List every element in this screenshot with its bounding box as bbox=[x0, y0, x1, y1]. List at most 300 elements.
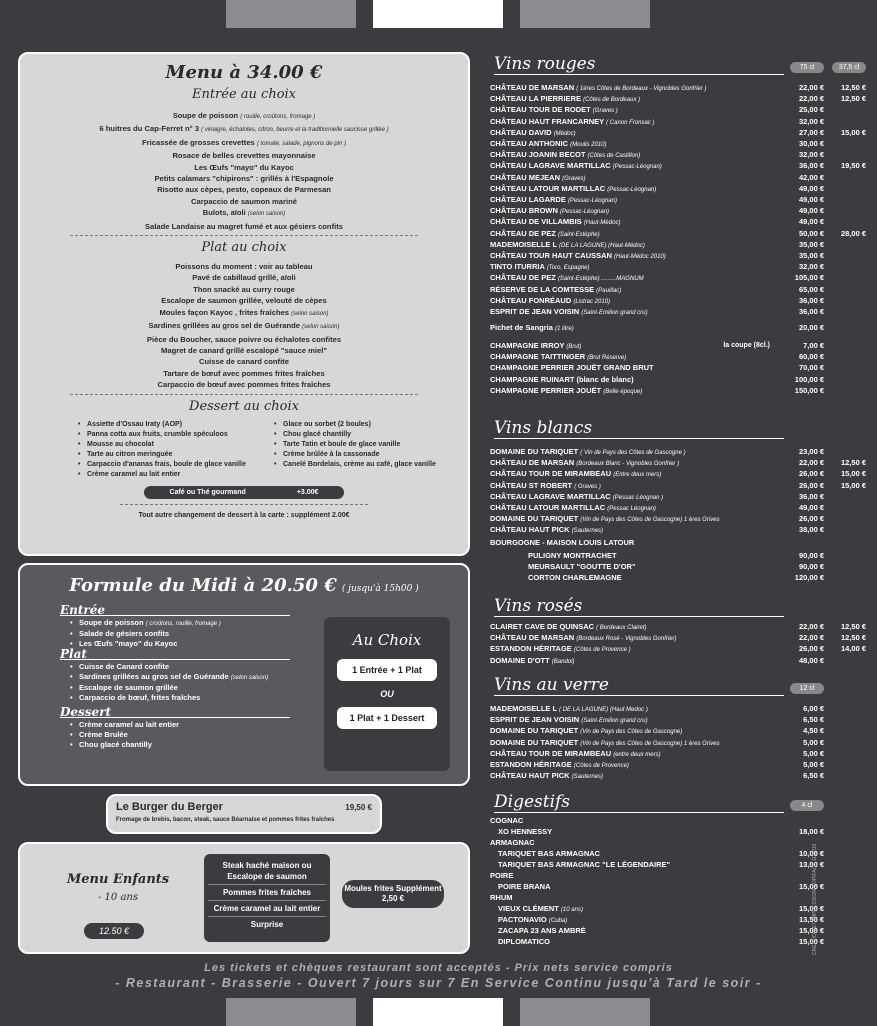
menu-item bbox=[20, 150, 468, 161]
wine-desc: ( DE LA LAGUNE) (Haut Medoc ) bbox=[559, 707, 648, 713]
wine-row bbox=[490, 632, 866, 643]
dessert-title: Dessert au choix bbox=[189, 398, 299, 414]
wine-desc: (Graves) bbox=[562, 175, 586, 182]
formule-midi-card bbox=[18, 563, 470, 786]
wine-label: ESPRIT DE JEAN VOISIN bbox=[490, 715, 580, 725]
entree-title: Entrée au choix bbox=[191, 87, 297, 102]
wine-label: CHÂTEAU TOUR HAUT CAUSSAN bbox=[490, 251, 612, 260]
wine-price: 70,00 € bbox=[798, 363, 824, 373]
au-choix-box bbox=[324, 617, 450, 771]
list-item bbox=[70, 639, 310, 649]
wine-price-half: 12,50 € bbox=[840, 458, 866, 468]
cafe-gourmand bbox=[144, 486, 344, 499]
wine-name bbox=[490, 893, 776, 902]
wine-label: RÉSERVE DE LA COMTESSE bbox=[490, 284, 595, 294]
wine-name bbox=[490, 352, 776, 361]
wine-row bbox=[490, 513, 866, 524]
wine-label: CLAIRET CAVE DE QUINSAC bbox=[490, 622, 595, 631]
item-name: Cuisse de Canard confite bbox=[79, 662, 170, 671]
list-item bbox=[274, 420, 436, 430]
menu-item bbox=[20, 123, 468, 136]
wine-row bbox=[490, 194, 866, 205]
wine-label: CHÂTEAU BROWN bbox=[490, 206, 558, 216]
item-name: Crème caramel au lait entier bbox=[79, 720, 180, 729]
wine-price-half: 12,50 € bbox=[840, 633, 866, 643]
wine-price: 5,00 € bbox=[803, 737, 824, 747]
wine-label: CHAMPAGNE PERRIER JOUËT GRAND BRUT bbox=[490, 363, 654, 373]
item-name: Tarte Tatin et boule de glace vanille bbox=[283, 440, 401, 448]
bottom-bar-white bbox=[373, 998, 503, 1026]
wine-row bbox=[490, 892, 866, 903]
item-name: Canelé Bordelais, crème au café, glace vanille bbox=[283, 460, 436, 468]
menu-34-card bbox=[18, 52, 470, 556]
wine-name bbox=[490, 915, 776, 924]
wine-row bbox=[490, 149, 866, 160]
wine-name bbox=[490, 514, 776, 523]
wine-name bbox=[490, 240, 776, 249]
wine-price: 50,00 € bbox=[798, 228, 824, 238]
wine-label: PULIGNY MONTRACHET bbox=[528, 551, 617, 560]
wine-price: 23,00 € bbox=[798, 447, 824, 456]
wine-row bbox=[490, 770, 866, 781]
wine-name bbox=[490, 481, 776, 490]
wine-row bbox=[490, 837, 866, 848]
digestifs-title: Digestifs bbox=[494, 792, 784, 813]
menu-item bbox=[20, 272, 468, 283]
wine-label: CHAMPAGNE RUINART (blanc de blanc) bbox=[490, 374, 634, 384]
wine-row bbox=[490, 643, 866, 654]
wine-desc: ( Graves ) bbox=[574, 483, 601, 490]
list-item bbox=[70, 730, 310, 740]
item-name: Crème brûlée à la cassonade bbox=[283, 450, 380, 458]
wine-label: CHÂTEAU HAUT PICK bbox=[490, 771, 570, 781]
wine-label: CORTON CHARLEMAGNE bbox=[528, 573, 622, 583]
wine-name bbox=[490, 128, 776, 137]
wine-desc: (Haut-Médoc) bbox=[583, 220, 621, 227]
wine-name bbox=[490, 937, 776, 946]
wine-label: XO HENNESSY bbox=[498, 827, 553, 836]
wine-name bbox=[490, 726, 776, 735]
wine-name bbox=[490, 562, 776, 571]
enfants-sub: - 10 ans bbox=[98, 892, 138, 903]
wine-desc: (Bandol) bbox=[551, 658, 575, 665]
vins-blancs-title: Vins blancs bbox=[494, 418, 784, 439]
item-desc: ( tomate, salade, pignons de pin ) bbox=[256, 140, 346, 147]
top-bar-grey2 bbox=[520, 0, 650, 28]
wine-price-half: 28,00 € bbox=[840, 228, 866, 238]
vins-verre-title: Vins au verre bbox=[494, 675, 784, 696]
wine-name bbox=[490, 83, 776, 92]
divider bbox=[120, 504, 368, 505]
wine-desc: (Listrac 2010) bbox=[573, 298, 611, 305]
enfants-item: Steak haché maison ou Escalope de saumon bbox=[222, 861, 312, 881]
wine-row bbox=[490, 104, 866, 115]
item-name: Moules façon Kayoc , frites fraîches bbox=[159, 307, 290, 317]
wine-price: 49,00 € bbox=[798, 217, 824, 227]
wine-price-half: 19,50 € bbox=[840, 161, 866, 171]
wine-name bbox=[490, 827, 776, 836]
menu-item bbox=[20, 207, 468, 220]
item-desc: ( rouille, croûtons, fromage ) bbox=[240, 114, 316, 120]
item-name: Risotto aux cèpes, pesto, copeaux de Parmesan bbox=[157, 185, 331, 195]
wine-price-half: 12,50 € bbox=[840, 83, 866, 92]
wine-name bbox=[490, 323, 776, 332]
wine-label: CHÂTEAU LAGRAVE MARTILLAC bbox=[490, 161, 611, 171]
item-desc: (selon saison) bbox=[302, 324, 340, 331]
item-name: Magret de canard grillé escalopé "sauce miel" bbox=[161, 345, 327, 355]
wine-label: CHÂTEAU TOUR DE RODET bbox=[490, 105, 591, 115]
wine-label: Pichet de Sangria bbox=[490, 323, 553, 332]
menu-item bbox=[20, 320, 468, 333]
list-item bbox=[78, 450, 274, 460]
ou-label: OU bbox=[380, 689, 394, 699]
wine-name bbox=[490, 273, 776, 282]
wine-row bbox=[490, 138, 866, 149]
wine-name bbox=[490, 551, 776, 560]
item-name: Bulots, aïoli bbox=[202, 208, 246, 218]
item-name: Escalope de saumon grillée, velouté de cèpes bbox=[161, 296, 327, 306]
wine-desc: (Médoc) bbox=[553, 130, 576, 137]
wine-desc: (DE LA LAGUNE) (Haut-Médoc) bbox=[559, 242, 645, 249]
wine-desc: (Pessac Léognan) bbox=[607, 506, 656, 512]
wine-desc: (Sauternes) bbox=[571, 528, 604, 535]
list-item bbox=[274, 460, 436, 470]
item-name: Carpaccio d'ananas frais, boule de glace vanille bbox=[87, 460, 246, 468]
wine-label: PACTONAVIO bbox=[498, 915, 547, 924]
wine-desc: (1 litre) bbox=[555, 326, 574, 332]
list-item bbox=[78, 420, 274, 430]
wine-label: CHÂTEAU DE MARSAN bbox=[490, 458, 575, 468]
formule-note: ( jusqu'à 15h00 ) bbox=[341, 584, 419, 594]
wine-row bbox=[490, 655, 866, 666]
wine-price: 36,00 € bbox=[798, 491, 824, 501]
wine-row bbox=[490, 714, 866, 725]
list-item bbox=[78, 460, 274, 470]
wine-name bbox=[490, 447, 776, 456]
wine-row bbox=[490, 815, 866, 826]
wine-label: CHÂTEAU DE VILLAMBIS bbox=[490, 217, 582, 227]
wine-row bbox=[490, 903, 866, 914]
wine-label: CHAMPAGNE IRROY bbox=[490, 341, 565, 350]
vins-roses-title: Vins rosés bbox=[494, 596, 784, 617]
wine-label: ARMAGNAC bbox=[490, 838, 535, 847]
menu-item bbox=[20, 110, 468, 123]
wine-name bbox=[490, 206, 776, 215]
wine-name bbox=[490, 926, 776, 935]
wine-price: 26,00 € bbox=[798, 514, 824, 524]
item-desc: (selon saison) bbox=[291, 310, 329, 317]
wine-name bbox=[490, 341, 723, 350]
wine-row bbox=[490, 322, 866, 333]
wine-name bbox=[490, 117, 776, 126]
wine-row bbox=[490, 457, 866, 468]
wine-price: 90,00 € bbox=[798, 562, 824, 572]
wine-price: 105,00 € bbox=[794, 273, 824, 283]
wine-price: 13,50 € bbox=[798, 915, 824, 924]
wine-row bbox=[490, 550, 866, 561]
wine-name bbox=[490, 656, 776, 665]
wine-price: 38,00 € bbox=[798, 525, 824, 535]
item-name: Les Œufs "mayo" du Kayoc bbox=[194, 162, 294, 172]
bottom-bar-grey bbox=[226, 998, 356, 1026]
wine-price: 32,00 € bbox=[798, 116, 824, 126]
menu-item bbox=[20, 173, 468, 184]
wine-desc: ( 1ères Côtes de Bordeaux - Vignobles Gonfrier ) bbox=[576, 86, 707, 92]
wine-row bbox=[490, 480, 866, 491]
wine-row bbox=[490, 914, 866, 925]
wine-desc: (Moulis 2010) bbox=[570, 142, 607, 148]
wine-price: 32,00 € bbox=[798, 262, 824, 272]
list-item bbox=[70, 693, 310, 703]
wine-desc: (Bordeaux Blanc - Vignobles Gonfrier ) bbox=[576, 461, 680, 468]
list-item bbox=[274, 450, 436, 460]
wine-label: MADEMOISELLE L bbox=[490, 704, 557, 713]
wine-name bbox=[490, 492, 776, 501]
item-name: Chou glacé chantilly bbox=[283, 430, 352, 438]
wine-name bbox=[490, 307, 776, 316]
wine-name bbox=[490, 882, 776, 891]
wine-row bbox=[490, 216, 866, 227]
menu-item bbox=[20, 284, 468, 295]
wine-desc: (Brut Réserve) bbox=[587, 355, 627, 362]
wine-price: 36,00 € bbox=[798, 161, 824, 171]
wine-label: MADEMOISELLE L bbox=[490, 239, 557, 249]
wine-label: CHÂTEAU JOANIN BECOT bbox=[490, 150, 586, 160]
midi-dessert-list bbox=[70, 720, 310, 750]
wine-name bbox=[490, 229, 776, 238]
wine-price: 90,00 € bbox=[798, 551, 824, 560]
wine-name bbox=[490, 375, 776, 384]
wine-label: CHÂTEAU TOUR DE MIRAMBEAU bbox=[490, 469, 612, 479]
menu-item bbox=[20, 196, 468, 207]
col-12cl: 12 cl bbox=[790, 683, 824, 694]
plat-title: Plat au choix bbox=[201, 240, 287, 256]
wine-price: 26,00 € bbox=[798, 644, 824, 654]
item-name: Salade de gésiers confits bbox=[79, 629, 170, 638]
wine-label: CHÂTEAU ANTHONIC bbox=[490, 139, 569, 148]
menu-item bbox=[20, 162, 468, 173]
wine-name bbox=[490, 161, 776, 170]
formule-title: Formule du Midi à 20.50 € bbox=[69, 575, 337, 596]
wine-label: POIRE BRANA bbox=[498, 882, 551, 891]
item-name: Sardines grillées au gros sel de Guérande bbox=[79, 672, 229, 681]
burger-name: Le Burger du Berger bbox=[116, 801, 223, 813]
wine-price: 36,00 € bbox=[798, 307, 824, 316]
wine-extra: la coupe (8cl.) bbox=[723, 342, 770, 349]
item-name: Mousse au chocolat bbox=[87, 440, 154, 448]
wine-desc: (Pessac Léognan ) bbox=[612, 494, 664, 501]
dessert-list-left bbox=[78, 420, 274, 480]
cafe-label: Café ou Thé gourmand bbox=[169, 488, 246, 496]
item-desc: (selon saison) bbox=[230, 675, 269, 681]
wine-name bbox=[490, 760, 776, 769]
list-item bbox=[78, 470, 274, 480]
wine-name bbox=[490, 150, 776, 159]
wine-label: CHÂTEAU HAUT PICK bbox=[490, 525, 570, 535]
wine-row bbox=[490, 826, 866, 837]
wine-name bbox=[490, 285, 776, 294]
wine-row bbox=[490, 351, 866, 362]
item-name: Poissons du moment : voir au tableau bbox=[175, 262, 313, 272]
item-name: Carpaccio de bœuf avec pommes frites fraîches bbox=[157, 380, 331, 390]
plat-list bbox=[20, 261, 468, 390]
wine-row bbox=[490, 524, 866, 535]
wine-price: 36,00 € bbox=[798, 295, 824, 305]
item-name: Tarte au citron meringuée bbox=[87, 450, 173, 458]
wine-row bbox=[490, 936, 866, 947]
item-name: Rosace de belles crevettes mayonnaise bbox=[172, 151, 316, 161]
wine-desc: (Pessac-Léognan) bbox=[567, 198, 617, 204]
wine-row bbox=[490, 881, 866, 892]
wine-price: 35,00 € bbox=[798, 251, 824, 260]
wine-row bbox=[490, 925, 866, 936]
wine-label: CHÂTEAU FONRÉAUD bbox=[490, 295, 572, 305]
wine-price: 120,00 € bbox=[794, 573, 824, 583]
wine-price: 49,00 € bbox=[798, 503, 824, 512]
list-item bbox=[274, 440, 436, 450]
wine-price: 7,00 € bbox=[803, 341, 824, 350]
wine-row bbox=[490, 239, 866, 250]
wine-name bbox=[490, 573, 776, 582]
item-name: Panna cotta aux fruits, crumble spéculoos bbox=[87, 430, 228, 438]
top-bar-grey bbox=[226, 0, 356, 28]
list-item bbox=[70, 629, 310, 639]
burger-desc: Fromage de brebis, bacon, steak, sauce Béarnaise et pommes frites fraîches bbox=[116, 817, 335, 823]
item-name: Tartare de bœuf avec pommes frites fraîches bbox=[163, 368, 325, 378]
wine-label: DOMAINE D'OTT bbox=[490, 655, 550, 665]
top-bar-white bbox=[373, 0, 503, 28]
wine-row bbox=[490, 183, 866, 194]
wine-row bbox=[490, 306, 866, 317]
burger-price: 19,50 € bbox=[345, 802, 372, 812]
wine-price: 10,00 € bbox=[798, 849, 824, 858]
wine-row bbox=[490, 502, 866, 513]
wine-price: 49,00 € bbox=[798, 183, 824, 193]
wine-name bbox=[490, 184, 776, 193]
wine-label: CHÂTEAU DE PEZ bbox=[490, 273, 556, 283]
footer-line1: Les tickets et chèques restaurant sont acceptés - Prix nets service compris bbox=[204, 962, 673, 974]
wine-price: 15,00 € bbox=[798, 904, 824, 913]
wine-label: CHÂTEAU DE MARSAN bbox=[490, 83, 575, 92]
wine-label: CHÂTEAU DE PEZ bbox=[490, 228, 556, 238]
menu-item bbox=[20, 261, 468, 272]
wine-row bbox=[490, 362, 866, 373]
list-item bbox=[274, 430, 436, 440]
menu-item bbox=[20, 379, 468, 390]
wine-row bbox=[490, 572, 866, 583]
list-item bbox=[78, 440, 274, 450]
wine-desc: ( Vin de Pays des Côtes de Gascogne ) bbox=[580, 450, 686, 456]
wine-desc: (Entre deux mers) bbox=[613, 472, 662, 479]
wine-label: DOMAINE DU TARIQUET bbox=[490, 447, 579, 456]
list-item bbox=[70, 683, 310, 693]
menu-item bbox=[20, 137, 468, 150]
wine-name bbox=[490, 262, 776, 271]
wine-row bbox=[490, 127, 866, 138]
wine-label: TINTO ITURRIA bbox=[490, 262, 545, 272]
wine-desc: (Toro, Espagne) bbox=[546, 265, 590, 272]
wine-name bbox=[490, 633, 776, 642]
wine-row bbox=[490, 621, 866, 632]
wine-name bbox=[490, 860, 776, 869]
enfants-item: Crème caramel au lait entier bbox=[208, 900, 326, 914]
wine-price: 22,00 € bbox=[798, 458, 824, 468]
wine-price: 22,00 € bbox=[798, 622, 824, 631]
divider bbox=[70, 235, 418, 236]
wine-row bbox=[490, 261, 866, 272]
wine-desc: (Belle époque) bbox=[603, 388, 643, 395]
midi-dessert-label: Dessert bbox=[60, 707, 290, 718]
item-name: Pavé de cabillaud grillé, aïoli bbox=[192, 273, 296, 283]
wine-desc: (Côtes de Provence) bbox=[573, 763, 629, 769]
wine-row bbox=[490, 272, 866, 283]
menu-item bbox=[20, 221, 468, 232]
wine-name bbox=[490, 771, 776, 780]
wine-name bbox=[490, 849, 776, 858]
wine-row bbox=[490, 385, 866, 396]
wine-desc: (Haut-Médoc 2010) bbox=[614, 254, 666, 260]
wine-name bbox=[490, 525, 776, 534]
wine-price: 18,00 € bbox=[798, 827, 824, 836]
list-item bbox=[78, 430, 274, 440]
wine-price: 26,00 € bbox=[798, 480, 824, 490]
col-4cl: 4 cl bbox=[790, 800, 824, 811]
midi-entree-label: Entrée bbox=[60, 605, 290, 616]
dessert-supplement: Tout autre changement de dessert à la carte : supplément 2.00€ bbox=[138, 511, 350, 519]
enfants-items bbox=[204, 854, 330, 942]
wine-label: DOMAINE DU TARIQUET bbox=[490, 514, 579, 524]
menu-item bbox=[20, 334, 468, 345]
enfants-item: Surprise bbox=[208, 916, 326, 930]
item-name: Chou glacé chantilly bbox=[79, 740, 152, 749]
wine-price: 22,00 € bbox=[798, 83, 824, 92]
wine-name bbox=[490, 173, 776, 182]
wine-row bbox=[490, 228, 866, 239]
wine-desc: (Vin de Pays des Côtes de Gascogne) 1 ères Grives bbox=[580, 517, 720, 524]
wine-label: VIEUX CLÉMENT bbox=[498, 904, 559, 913]
credit: CRÉATION ET IMPRESSION COPIFAC - 11/2019 bbox=[812, 843, 818, 955]
wine-price-half: 12,50 € bbox=[840, 622, 866, 631]
wine-name bbox=[490, 816, 776, 825]
list-item bbox=[70, 662, 310, 672]
formule-title-row bbox=[20, 575, 468, 596]
wine-price: 65,00 € bbox=[798, 284, 824, 294]
wine-price: 6,00 € bbox=[803, 704, 824, 713]
wine-name bbox=[490, 838, 776, 847]
wine-desc: (Saint-Estèphe) bbox=[557, 231, 600, 238]
wine-desc: (Côtes de Castillon) bbox=[587, 153, 641, 160]
wine-desc: (Pessac-Léognan) bbox=[560, 209, 610, 216]
wine-label: CHAMPAGNE TAITTINGER bbox=[490, 352, 586, 362]
wine-label: CHÂTEAU LA PIERRIERE bbox=[490, 94, 581, 104]
wine-label: BOURGOGNE - MAISON LOUIS LATOUR bbox=[490, 538, 635, 547]
item-name: Escalope de saumon grillée bbox=[79, 683, 178, 692]
menu-item bbox=[20, 307, 468, 320]
item-name: Petits calamars "chipirons" : grillés à l'Espagnole bbox=[154, 174, 334, 184]
list-item bbox=[70, 618, 310, 629]
wine-row bbox=[490, 340, 866, 351]
wine-price: 20,00 € bbox=[798, 323, 824, 332]
midi-plat-list bbox=[70, 662, 310, 703]
wine-price: 6,50 € bbox=[803, 715, 824, 725]
wine-name bbox=[490, 469, 776, 478]
wine-label: CHÂTEAU LATOUR MARTILLAC bbox=[490, 183, 606, 193]
wine-desc: (Saint-Estèphe) .........MAGNUM bbox=[557, 276, 644, 283]
wine-price-half: 14,00 € bbox=[840, 644, 866, 654]
wine-label: ESPRIT DE JEAN VOISIN bbox=[490, 307, 580, 316]
item-name: Assiette d'Ossau Iraty (AOP) bbox=[87, 420, 183, 428]
wine-price-half: 12,50 € bbox=[840, 94, 866, 104]
